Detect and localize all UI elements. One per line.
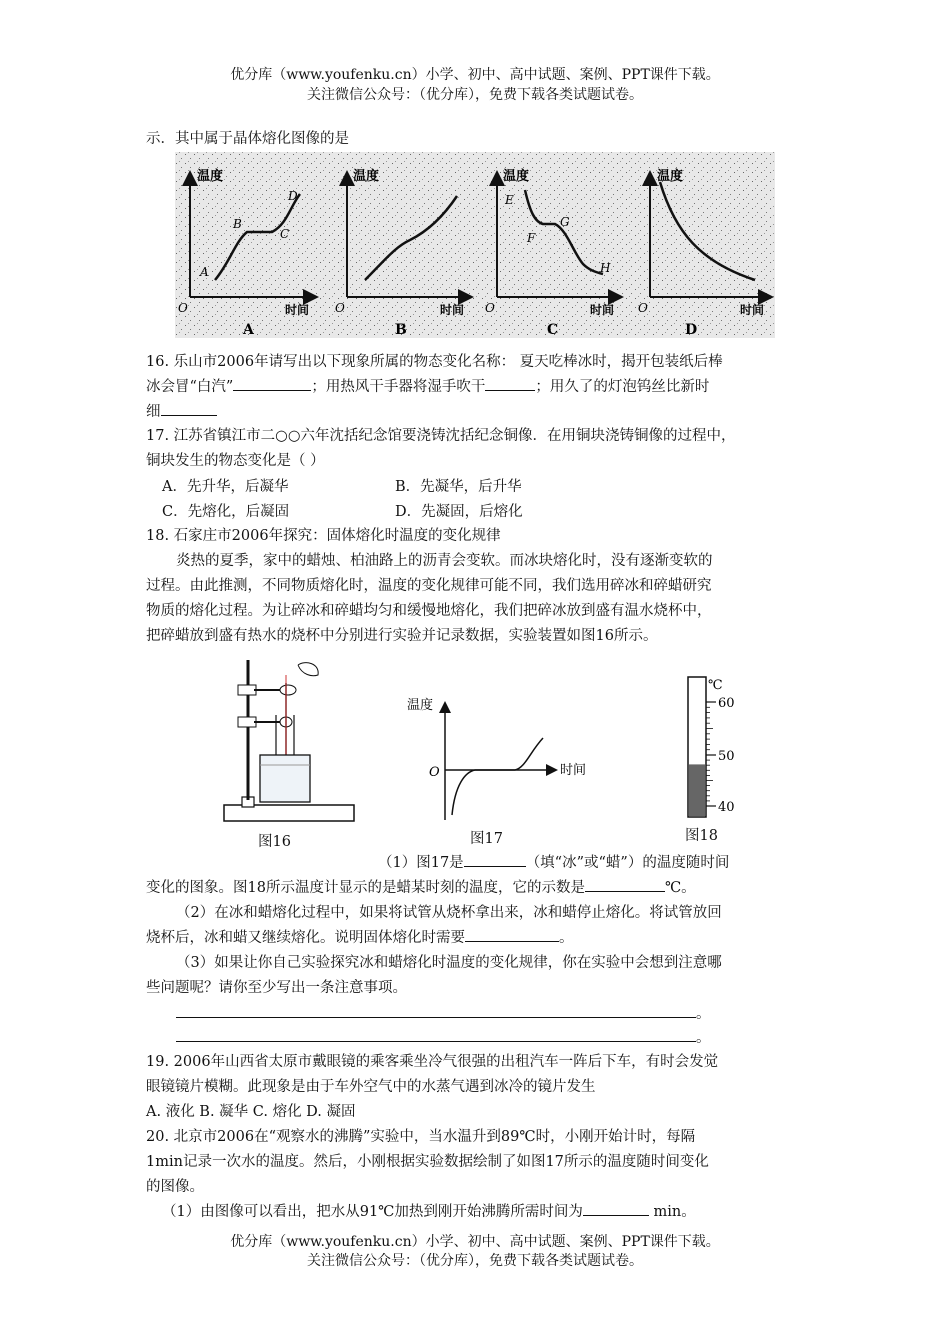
q19-line-2: 眼镜镜片模糊。此现象是由于车外空气中的水蒸气遇到冰冷的镜片发生 <box>146 1079 596 1095</box>
q18-blank-2[interactable] <box>585 877 665 892</box>
q17-option-a[interactable]: A．先升华，后凝华 <box>162 479 289 495</box>
header-line-2: 关注微信公众号：（优分库），免费下载各类试题试卷。 <box>307 87 643 103</box>
q18-sub1-line-1: （1）图17是 （填“冰”或“蜡”）的温度随时间 <box>378 851 729 872</box>
q18-sub3-line-2: 些问题呢？请你至少写出一条注意事项。 <box>146 980 407 996</box>
fig17-origin: O <box>429 765 440 780</box>
graph-d-origin: O <box>638 301 648 315</box>
fig17-ylabel: 温度 <box>407 698 434 713</box>
q16-blank-2[interactable] <box>485 376 535 391</box>
melting-graphs-figure <box>175 152 775 338</box>
fig17-graph <box>395 690 595 840</box>
q18-para-1: 炎热的夏季，家中的蜡烛、柏油路上的沥青会变软。而冰块熔化时，没有逐渐变软的 <box>176 553 713 569</box>
panel-c-label: C <box>547 322 559 338</box>
fig16-apparatus <box>210 655 360 845</box>
fig16-caption: 图16 <box>258 834 291 850</box>
q17-option-d[interactable]: D．先凝固，后熔化 <box>395 504 523 520</box>
q18-para-2: 过程。由此推测，不同物质熔化时，温度的变化规律可能不同，我们选用碎冰和碎蜡研究 <box>146 578 712 594</box>
graph-a-origin: O <box>178 301 188 315</box>
q20-line-3: 的图像。 <box>146 1179 204 1195</box>
thermo-unit: ℃ <box>708 678 723 693</box>
q18-sub3-line-1: （3）如果让你自己实验探究冰和蜡熔化时温度的变化规律，你在实验中会想到注意哪 <box>176 955 722 971</box>
q16-line-3: 细 <box>146 400 217 421</box>
q18-sub2-line-2: 烧杯后，冰和蜡又继续熔化。说明固体熔化时需要 。 <box>146 926 574 947</box>
q20-line-2: 1min记录一次水的温度。然后，小刚根据实验数据绘制了如图17所示的温度随时间变化 <box>146 1154 709 1170</box>
footer-line-1: 优分库（www.youfenku.cn）小学、初中、高中试题、案例、PPT课件下载。 <box>230 1234 720 1250</box>
graph-c-xlabel: 时间 <box>590 303 615 317</box>
q17-line-2: 铜块发生的物态变化是（ ） <box>146 453 325 469</box>
fig17-xlabel: 时间 <box>560 763 587 778</box>
point-h: H <box>600 261 611 275</box>
q17-line-1: 17. 江苏省镇江市二○○六年沈括纪念馆要浇铸沈括纪念铜像．在用铜块浇铸铜像的过程中， <box>146 428 736 444</box>
graph-b-xlabel: 时间 <box>440 303 465 317</box>
fig17-caption: 图17 <box>470 831 503 847</box>
q18-blank-1[interactable] <box>464 852 526 867</box>
fig18-thermometer <box>670 673 750 823</box>
graph-b-origin: O <box>335 301 345 315</box>
q18-blank-3[interactable] <box>465 927 559 942</box>
graph-d-ylabel: 温度 <box>657 169 684 184</box>
q20-blank-1[interactable] <box>583 1201 649 1216</box>
q18-answer-line-2[interactable]: 。 <box>176 1026 711 1047</box>
q16-blank-1[interactable] <box>233 376 311 391</box>
q16-blank-3[interactable] <box>161 401 217 416</box>
point-e: E <box>505 193 514 207</box>
q18-para-4: 把碎蜡放到盛有热水的烧杯中分别进行实验并记录数据，实验装置如图16所示。 <box>146 628 658 644</box>
q19-options[interactable]: A. 液化 B. 凝华 C. 熔化 D. 凝固 <box>146 1104 356 1120</box>
q20-sub1: （1）由图像可以看出，把水从91℃加热到刚开始沸腾所需时间为 min。 <box>162 1200 696 1221</box>
q19-line-1: 19. 2006年山西省太原市戴眼镜的乘客乘坐冷气很强的出租汽车一阵后下车，有时会发觉 <box>146 1054 719 1070</box>
thermo-tick-50: 50 <box>718 749 735 764</box>
point-f: F <box>527 231 536 245</box>
q20-line-1: 20. 北京市2006在“观察水的沸腾”实验中，当水温升到89℃时，小刚开始计时，每隔 <box>146 1129 696 1145</box>
panel-d-label: D <box>685 322 698 338</box>
point-a: A <box>200 265 209 279</box>
header-line-1: 优分库（www.youfenku.cn）小学、初中、高中试题、案例、PPT课件下载。 <box>230 67 720 83</box>
graph-a-ylabel: 温度 <box>197 169 224 184</box>
thermometer-liquid-column <box>689 764 705 816</box>
q16-line-1: 16. 乐山市2006年请写出以下现象所属的物态变化名称： 夏天吃棒冰时，揭开包装纸后棒 <box>146 354 723 370</box>
q16-line-2: 冰会冒“白汽” ；用热风干手器将湿手吹干 ；用久了的灯泡钨丝比新时 <box>146 375 709 396</box>
q18-sub1-line-2: 变化的图象。图18所示温度计显示的是蜡某时刻的温度，它的示数是 ℃。 <box>146 876 696 897</box>
graph-c-origin: O <box>485 301 495 315</box>
panel-a-label: A <box>243 322 254 338</box>
thermo-tick-40: 40 <box>718 800 735 815</box>
panel-b-label: B <box>395 322 407 338</box>
q15-tail: 示．其中属于晶体熔化图像的是 <box>146 131 349 147</box>
q17-option-c[interactable]: C．先熔化，后凝固 <box>162 504 290 520</box>
point-c: C <box>280 227 290 241</box>
fig18-caption: 图18 <box>685 828 718 844</box>
q18-answer-line-1[interactable]: 。 <box>176 1002 711 1023</box>
q18-sub2-line-1: （2）在冰和蜡熔化过程中，如果将试管从烧杯拿出来，冰和蜡停止熔化。将试管放回 <box>176 905 722 921</box>
graph-a-xlabel: 时间 <box>285 303 310 317</box>
graph-b-ylabel: 温度 <box>353 169 380 184</box>
q18-para-3: 物质的熔化过程。为让碎冰和碎蜡均匀和缓慢地熔化，我们把碎冰放到盛有温水烧杯中， <box>146 603 712 619</box>
thermo-tick-60: 60 <box>718 696 735 711</box>
graph-c-ylabel: 温度 <box>503 169 530 184</box>
q17-option-b[interactable]: B．先凝华，后升华 <box>395 479 522 495</box>
footer-line-2: 关注微信公众号：（优分库），免费下载各类试题试卷。 <box>307 1253 643 1269</box>
point-d: D <box>288 189 298 203</box>
point-b: B <box>233 217 242 231</box>
q18-title: 18. 石家庄市2006年探究：固体熔化时温度的变化规律 <box>146 528 501 544</box>
point-g: G <box>560 215 570 229</box>
graph-d-xlabel: 时间 <box>740 303 765 317</box>
